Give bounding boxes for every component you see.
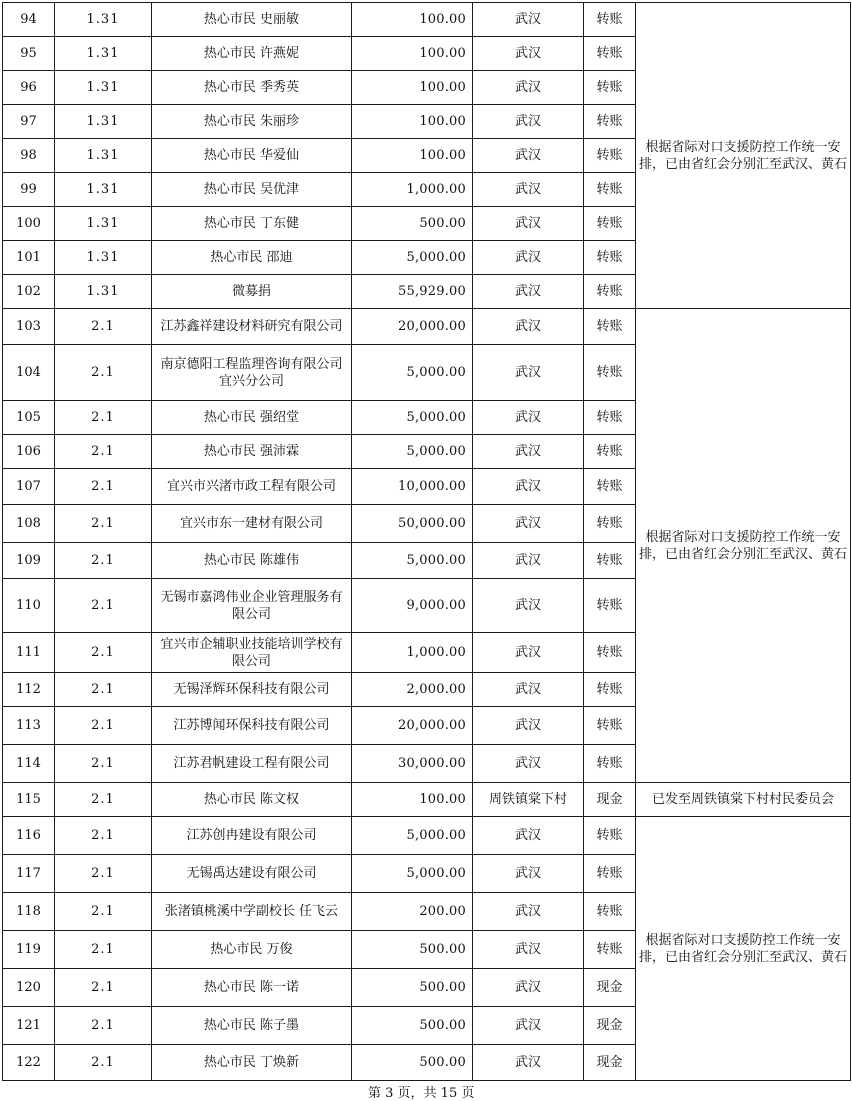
amount-cell: 500.00 <box>352 207 473 241</box>
method-cell: 转账 <box>584 207 636 241</box>
row-number: 99 <box>3 173 55 207</box>
amount-cell: 30,000.00 <box>352 745 473 783</box>
row-number: 105 <box>3 401 55 435</box>
amount-cell: 5,000.00 <box>352 817 473 855</box>
row-number: 108 <box>3 505 55 543</box>
date-cell: 2.1 <box>55 1045 152 1081</box>
row-number: 119 <box>3 931 55 969</box>
destination-cell: 武汉 <box>473 469 584 505</box>
method-cell: 转账 <box>584 105 636 139</box>
method-cell: 转账 <box>584 893 636 931</box>
remark-cell: 根据省际对口支援防控工作统一安排，已由省红会分别汇至武汉、黄石 <box>636 3 851 309</box>
method-cell: 转账 <box>584 817 636 855</box>
row-number: 104 <box>3 345 55 401</box>
destination-cell: 武汉 <box>473 139 584 173</box>
row-number: 107 <box>3 469 55 505</box>
page-footer: 第 3 页，共 15 页 <box>368 1086 475 1101</box>
destination-cell: 武汉 <box>473 1045 584 1081</box>
donor-cell: 宜兴市企辅职业技能培训学校有限公司 <box>152 633 352 673</box>
destination-cell: 武汉 <box>473 579 584 633</box>
destination-cell: 武汉 <box>473 435 584 469</box>
donor-cell: 热心市民 史丽敏 <box>152 3 352 37</box>
remark-cell: 已发至周铁镇棠下村村民委员会 <box>636 783 851 817</box>
destination-cell: 武汉 <box>473 71 584 105</box>
destination-cell: 武汉 <box>473 543 584 579</box>
row-number: 117 <box>3 855 55 893</box>
row-number: 113 <box>3 707 55 745</box>
destination-cell: 武汉 <box>473 3 584 37</box>
row-number: 100 <box>3 207 55 241</box>
destination-cell: 武汉 <box>473 173 584 207</box>
destination-cell: 武汉 <box>473 673 584 707</box>
date-cell: 2.1 <box>55 579 152 633</box>
row-number: 109 <box>3 543 55 579</box>
donor-cell: 热心市民 陈子墨 <box>152 1007 352 1045</box>
date-cell: 1.31 <box>55 241 152 275</box>
amount-cell: 100.00 <box>352 37 473 71</box>
date-cell: 2.1 <box>55 469 152 505</box>
destination-cell: 武汉 <box>473 105 584 139</box>
remark-cell: 根据省际对口支援防控工作统一安排，已由省红会分别汇至武汉、黄石 <box>636 309 851 783</box>
donor-cell: 热心市民 朱丽珍 <box>152 105 352 139</box>
donor-cell: 江苏创冉建设有限公司 <box>152 817 352 855</box>
donation-table <box>2 2 851 1081</box>
destination-cell: 武汉 <box>473 893 584 931</box>
amount-cell: 10,000.00 <box>352 469 473 505</box>
date-cell: 1.31 <box>55 275 152 309</box>
amount-cell: 2,000.00 <box>352 673 473 707</box>
amount-cell: 200.00 <box>352 893 473 931</box>
method-cell: 转账 <box>584 505 636 543</box>
destination-cell: 武汉 <box>473 505 584 543</box>
amount-cell: 100.00 <box>352 783 473 817</box>
row-number: 114 <box>3 745 55 783</box>
destination-cell: 武汉 <box>473 633 584 673</box>
method-cell: 转账 <box>584 707 636 745</box>
method-cell: 转账 <box>584 745 636 783</box>
method-cell: 转账 <box>584 931 636 969</box>
date-cell: 2.1 <box>55 855 152 893</box>
method-cell: 现金 <box>584 969 636 1007</box>
row-number: 116 <box>3 817 55 855</box>
donor-cell: 宜兴市东一建材有限公司 <box>152 505 352 543</box>
method-cell: 转账 <box>584 139 636 173</box>
remark-cell: 根据省际对口支援防控工作统一安排，已由省红会分别汇至武汉、黄石 <box>636 817 851 1081</box>
donor-cell: 江苏鑫祥建设材料研究有限公司 <box>152 309 352 345</box>
amount-cell: 5,000.00 <box>352 435 473 469</box>
date-cell: 1.31 <box>55 207 152 241</box>
amount-cell: 20,000.00 <box>352 309 473 345</box>
row-number: 112 <box>3 673 55 707</box>
donor-cell: 热心市民 万俊 <box>152 931 352 969</box>
destination-cell: 武汉 <box>473 745 584 783</box>
row-number: 96 <box>3 71 55 105</box>
date-cell: 2.1 <box>55 543 152 579</box>
amount-cell: 50,000.00 <box>352 505 473 543</box>
date-cell: 2.1 <box>55 1007 152 1045</box>
date-cell: 2.1 <box>55 345 152 401</box>
date-cell: 2.1 <box>55 783 152 817</box>
amount-cell: 55,929.00 <box>352 275 473 309</box>
method-cell: 转账 <box>584 71 636 105</box>
table-body <box>3 3 851 1081</box>
date-cell: 1.31 <box>55 37 152 71</box>
date-cell: 2.1 <box>55 401 152 435</box>
donor-cell: 热心市民 强沛霖 <box>152 435 352 469</box>
destination-cell: 武汉 <box>473 241 584 275</box>
amount-cell: 1,000.00 <box>352 173 473 207</box>
donor-cell: 无锡泽辉环保科技有限公司 <box>152 673 352 707</box>
method-cell: 现金 <box>584 783 636 817</box>
amount-cell: 100.00 <box>352 71 473 105</box>
donor-cell: 无锡市嘉鸿伟业企业管理服务有限公司 <box>152 579 352 633</box>
donor-cell: 热心市民 强绍堂 <box>152 401 352 435</box>
donor-cell: 热心市民 许燕妮 <box>152 37 352 71</box>
date-cell: 2.1 <box>55 817 152 855</box>
destination-cell: 武汉 <box>473 707 584 745</box>
date-cell: 1.31 <box>55 139 152 173</box>
amount-cell: 500.00 <box>352 1045 473 1081</box>
method-cell: 转账 <box>584 469 636 505</box>
amount-cell: 20,000.00 <box>352 707 473 745</box>
donor-cell: 热心市民 陈雄伟 <box>152 543 352 579</box>
method-cell: 转账 <box>584 275 636 309</box>
row-number: 95 <box>3 37 55 71</box>
amount-cell: 1,000.00 <box>352 633 473 673</box>
amount-cell: 100.00 <box>352 3 473 37</box>
date-cell: 2.1 <box>55 633 152 673</box>
date-cell: 2.1 <box>55 309 152 345</box>
row-number: 94 <box>3 3 55 37</box>
donor-cell: 热心市民 吴优津 <box>152 173 352 207</box>
amount-cell: 500.00 <box>352 969 473 1007</box>
destination-cell: 武汉 <box>473 931 584 969</box>
donor-cell: 热心市民 邵迪 <box>152 241 352 275</box>
method-cell: 转账 <box>584 633 636 673</box>
method-cell: 转账 <box>584 309 636 345</box>
row-number: 106 <box>3 435 55 469</box>
method-cell: 转账 <box>584 435 636 469</box>
destination-cell: 武汉 <box>473 855 584 893</box>
donor-cell: 微募捐 <box>152 275 352 309</box>
table-row <box>3 309 851 345</box>
table-row <box>3 783 851 817</box>
amount-cell: 100.00 <box>352 139 473 173</box>
donor-cell: 热心市民 华爱仙 <box>152 139 352 173</box>
method-cell: 转账 <box>584 401 636 435</box>
amount-cell: 500.00 <box>352 1007 473 1045</box>
date-cell: 2.1 <box>55 745 152 783</box>
donor-cell: 宜兴市兴渚市政工程有限公司 <box>152 469 352 505</box>
method-cell: 转账 <box>584 543 636 579</box>
method-cell: 转账 <box>584 673 636 707</box>
donor-cell: 张渚镇桃溪中学副校长 任飞云 <box>152 893 352 931</box>
amount-cell: 100.00 <box>352 105 473 139</box>
amount-cell: 500.00 <box>352 931 473 969</box>
method-cell: 转账 <box>584 345 636 401</box>
donor-cell: 热心市民 丁东健 <box>152 207 352 241</box>
destination-cell: 武汉 <box>473 309 584 345</box>
date-cell: 2.1 <box>55 673 152 707</box>
destination-cell: 武汉 <box>473 275 584 309</box>
date-cell: 2.1 <box>55 893 152 931</box>
destination-cell: 武汉 <box>473 37 584 71</box>
donor-cell: 热心市民 陈一诺 <box>152 969 352 1007</box>
row-number: 118 <box>3 893 55 931</box>
row-number: 97 <box>3 105 55 139</box>
destination-cell: 周铁镇棠下村 <box>473 783 584 817</box>
row-number: 121 <box>3 1007 55 1045</box>
method-cell: 现金 <box>584 1045 636 1081</box>
method-cell: 转账 <box>584 241 636 275</box>
date-cell: 1.31 <box>55 105 152 139</box>
amount-cell: 5,000.00 <box>352 401 473 435</box>
row-number: 101 <box>3 241 55 275</box>
amount-cell: 5,000.00 <box>352 241 473 275</box>
donor-cell: 热心市民 陈文权 <box>152 783 352 817</box>
amount-cell: 5,000.00 <box>352 345 473 401</box>
method-cell: 转账 <box>584 3 636 37</box>
destination-cell: 武汉 <box>473 817 584 855</box>
amount-cell: 9,000.00 <box>352 579 473 633</box>
table-row <box>3 3 851 37</box>
donor-cell: 江苏君帆建设工程有限公司 <box>152 745 352 783</box>
table-row <box>3 817 851 855</box>
date-cell: 2.1 <box>55 969 152 1007</box>
amount-cell: 5,000.00 <box>352 543 473 579</box>
method-cell: 转账 <box>584 579 636 633</box>
row-number: 122 <box>3 1045 55 1081</box>
date-cell: 1.31 <box>55 3 152 37</box>
row-number: 103 <box>3 309 55 345</box>
donor-cell: 江苏博闻环保科技有限公司 <box>152 707 352 745</box>
destination-cell: 武汉 <box>473 1007 584 1045</box>
destination-cell: 武汉 <box>473 345 584 401</box>
date-cell: 2.1 <box>55 931 152 969</box>
row-number: 115 <box>3 783 55 817</box>
row-number: 111 <box>3 633 55 673</box>
date-cell: 2.1 <box>55 505 152 543</box>
donor-cell: 热心市民 季秀英 <box>152 71 352 105</box>
donor-cell: 南京德阳工程监理咨询有限公司宜兴分公司 <box>152 345 352 401</box>
method-cell: 现金 <box>584 1007 636 1045</box>
donor-cell: 热心市民 丁焕新 <box>152 1045 352 1081</box>
date-cell: 2.1 <box>55 435 152 469</box>
method-cell: 转账 <box>584 37 636 71</box>
destination-cell: 武汉 <box>473 207 584 241</box>
row-number: 110 <box>3 579 55 633</box>
row-number: 98 <box>3 139 55 173</box>
date-cell: 1.31 <box>55 71 152 105</box>
method-cell: 转账 <box>584 173 636 207</box>
destination-cell: 武汉 <box>473 401 584 435</box>
date-cell: 2.1 <box>55 707 152 745</box>
row-number: 102 <box>3 275 55 309</box>
amount-cell: 5,000.00 <box>352 855 473 893</box>
donor-cell: 无锡禹达建设有限公司 <box>152 855 352 893</box>
row-number: 120 <box>3 969 55 1007</box>
date-cell: 1.31 <box>55 173 152 207</box>
method-cell: 转账 <box>584 855 636 893</box>
destination-cell: 武汉 <box>473 969 584 1007</box>
